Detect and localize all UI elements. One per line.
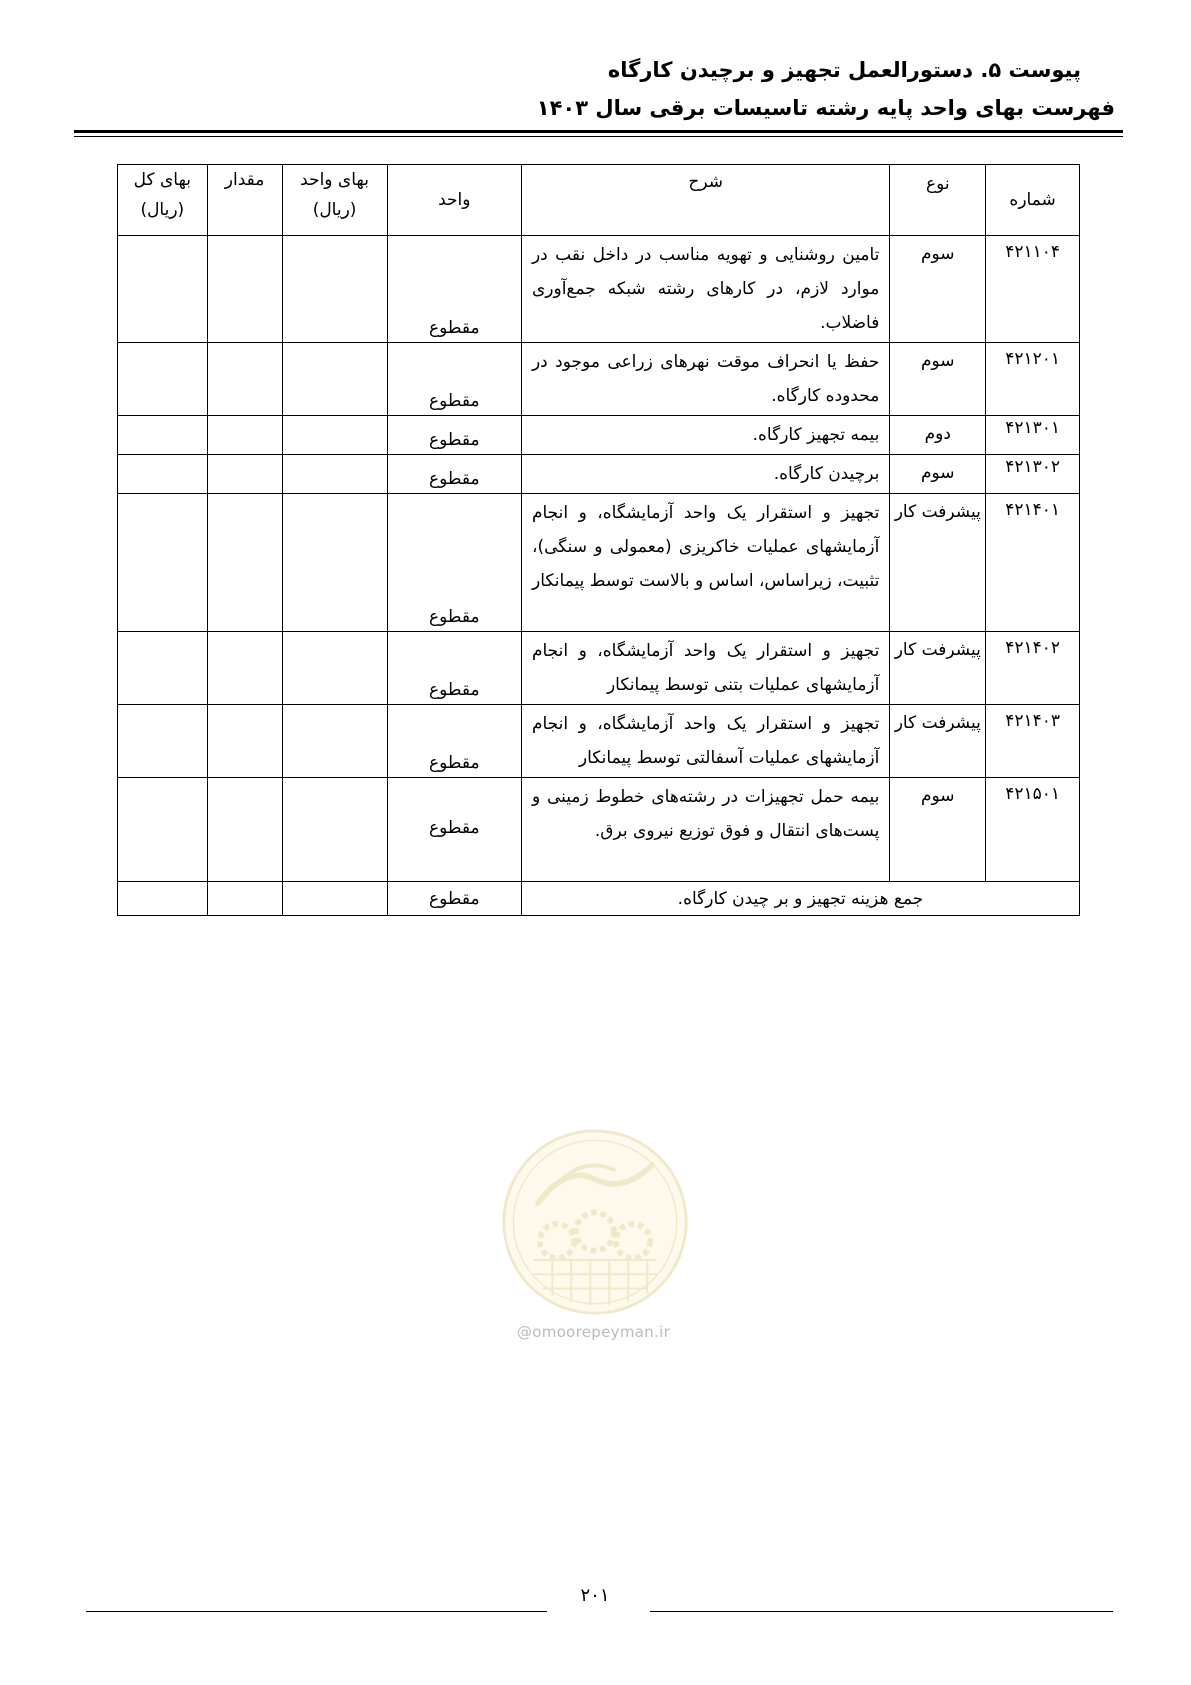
page-number: ۲۰۱ bbox=[580, 1585, 610, 1606]
row-total-price bbox=[118, 236, 208, 343]
row-unit: مقطوع bbox=[387, 416, 521, 455]
row-quantity bbox=[207, 236, 282, 343]
row-description: برچیدن کارگاه. bbox=[521, 455, 889, 494]
table-row bbox=[118, 778, 1080, 882]
row-quantity bbox=[207, 494, 282, 632]
footer-rule-right bbox=[650, 1611, 1113, 1612]
col-header-type: نوع bbox=[890, 165, 986, 236]
header-rule-thin bbox=[74, 136, 1123, 137]
row-type: سوم bbox=[890, 778, 986, 882]
row-number: ۴۲۱۳۰۲ bbox=[986, 455, 1080, 494]
col-header-total-price-label: بهای کل bbox=[133, 170, 192, 190]
row-number: ۴۲۱۲۰۱ bbox=[986, 343, 1080, 416]
row-unit: مقطوع bbox=[387, 778, 521, 882]
table-row bbox=[118, 455, 1080, 494]
row-total-price bbox=[118, 632, 208, 705]
footer-rule-left bbox=[86, 1611, 547, 1612]
row-number: ۴۲۱۱۰۴ bbox=[986, 236, 1080, 343]
row-type: دوم bbox=[890, 416, 986, 455]
row-unit: مقطوع bbox=[387, 236, 521, 343]
row-type: سوم bbox=[890, 236, 986, 343]
row-description: حفظ یا انحراف موقت نهرهای زراعی موجود در محدوده کارگاه. bbox=[521, 343, 889, 416]
row-description: تجهیز و استقرار یک واحد آزمایشگاه، و انجام آزمایشهای عملیات آسفالتی توسط پیمانکار bbox=[521, 705, 889, 778]
row-total-price bbox=[118, 494, 208, 632]
summary-total-price bbox=[118, 882, 208, 916]
row-unit: مقطوع bbox=[387, 343, 521, 416]
table-row bbox=[118, 343, 1080, 416]
row-description: بیمه حمل تجهیزات در رشته‌های خطوط زمینی و پست‌های انتقال و فوق توزیع نیروی برق. bbox=[521, 778, 889, 882]
row-description: تامین روشنایی و تهویه مناسب در داخل نقب در موارد لازم، در کارهای رشته شبکه جمع‌آوری فاضلاب. bbox=[521, 236, 889, 343]
row-quantity bbox=[207, 343, 282, 416]
row-quantity bbox=[207, 455, 282, 494]
row-description: بیمه تجهیز کارگاه. bbox=[521, 416, 889, 455]
row-quantity bbox=[207, 705, 282, 778]
summary-unit-price bbox=[282, 882, 387, 916]
col-header-unit-price-label: بهای واحد bbox=[300, 170, 369, 190]
table-row bbox=[118, 494, 1080, 632]
summary-quantity bbox=[207, 882, 282, 916]
header-rule-thick bbox=[74, 130, 1123, 133]
summary-label: جمع هزینه تجهیز و بر چیدن کارگاه. bbox=[521, 882, 1079, 916]
row-number: ۴۲۱۵۰۱ bbox=[986, 778, 1080, 882]
row-unit-price bbox=[282, 778, 387, 882]
row-unit-price bbox=[282, 416, 387, 455]
row-description: تجهیز و استقرار یک واحد آزمایشگاه، و انجام آزمایشهای عملیات خاکریزی (معمولی و سنگی)، تثبیت، زیراساس، اساس و بالاست توسط پیمانکار bbox=[521, 494, 889, 632]
row-type: پیشرفت کار bbox=[890, 494, 986, 632]
row-total-price bbox=[118, 705, 208, 778]
col-header-number: شماره bbox=[986, 165, 1080, 236]
row-unit-price bbox=[282, 705, 387, 778]
col-header-total-price-currency: (ریال) bbox=[140, 200, 185, 220]
table-row bbox=[118, 705, 1080, 778]
watermark-url: @omoorepeyman.ir bbox=[517, 1323, 671, 1341]
row-unit-price bbox=[282, 494, 387, 632]
row-unit: مقطوع bbox=[387, 455, 521, 494]
col-header-quantity: مقدار bbox=[207, 165, 282, 236]
row-unit-price bbox=[282, 236, 387, 343]
row-unit-price bbox=[282, 455, 387, 494]
table-row bbox=[118, 632, 1080, 705]
row-quantity bbox=[207, 778, 282, 882]
row-unit: مقطوع bbox=[387, 494, 521, 632]
col-header-description: شرح bbox=[521, 165, 889, 236]
table-row bbox=[118, 236, 1080, 343]
document-header-title: پیوست ۵. دستورالعمل تجهیز و برچیدن کارگاه bbox=[607, 58, 1081, 82]
watermark-seal-icon bbox=[500, 1127, 690, 1317]
col-header-unit-price-currency: (ریال) bbox=[312, 200, 357, 220]
row-total-price bbox=[118, 416, 208, 455]
row-quantity bbox=[207, 416, 282, 455]
row-quantity bbox=[207, 632, 282, 705]
summary-unit: مقطوع bbox=[387, 882, 521, 916]
table-summary-row bbox=[118, 882, 1080, 916]
table-row bbox=[118, 416, 1080, 455]
row-type: پیشرفت کار bbox=[890, 705, 986, 778]
row-unit-price bbox=[282, 632, 387, 705]
row-total-price bbox=[118, 778, 208, 882]
row-type: سوم bbox=[890, 455, 986, 494]
row-total-price bbox=[118, 455, 208, 494]
row-unit-price bbox=[282, 343, 387, 416]
row-unit: مقطوع bbox=[387, 705, 521, 778]
price-list-table bbox=[117, 164, 1080, 916]
col-header-unit-price bbox=[282, 165, 387, 236]
col-header-total-price bbox=[118, 165, 208, 236]
row-total-price bbox=[118, 343, 208, 416]
row-number: ۴۲۱۴۰۳ bbox=[986, 705, 1080, 778]
row-type: پیشرفت کار bbox=[890, 632, 986, 705]
document-header-subtitle: فهرست بهای واحد پایه رشته تاسیسات برقی سال ۱۴۰۳ bbox=[536, 96, 1115, 120]
col-header-unit: واحد bbox=[387, 165, 521, 236]
row-description: تجهیز و استقرار یک واحد آزمایشگاه، و انجام آزمایشهای عملیات بتنی توسط پیمانکار bbox=[521, 632, 889, 705]
row-number: ۴۲۱۳۰۱ bbox=[986, 416, 1080, 455]
row-unit: مقطوع bbox=[387, 632, 521, 705]
table-header-row bbox=[118, 165, 1080, 236]
row-number: ۴۲۱۴۰۱ bbox=[986, 494, 1080, 632]
row-type: سوم bbox=[890, 343, 986, 416]
row-number: ۴۲۱۴۰۲ bbox=[986, 632, 1080, 705]
